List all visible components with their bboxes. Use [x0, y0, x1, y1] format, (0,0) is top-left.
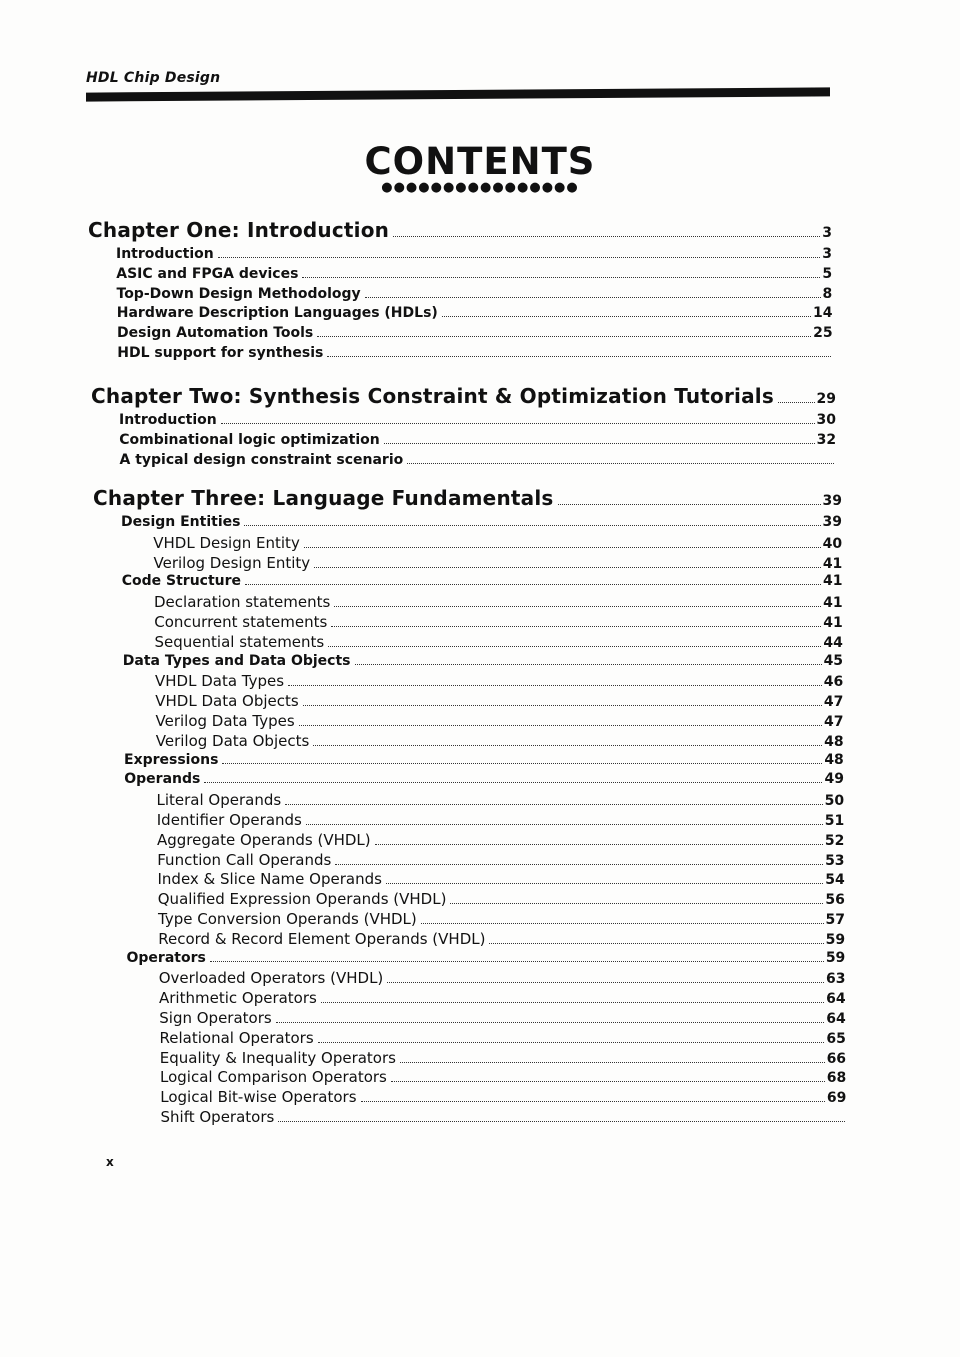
toc-subentry-label: Concurrent statements	[154, 613, 328, 631]
dot-leader	[314, 567, 821, 568]
toc-subentry-page-number: 53	[825, 852, 845, 869]
toc-subentry-page-number: 40	[822, 535, 843, 552]
running-header-title: HDL Chip Design	[86, 70, 221, 86]
toc-entry-page-number: 39	[822, 514, 842, 530]
toc-entry-page-number: 59	[825, 949, 846, 966]
toc-subentry-page-number: 63	[825, 971, 846, 988]
toc-subentry-label: Verilog Data Objects	[155, 731, 310, 750]
toc-subentry	[160, 1049, 846, 1067]
toc-entry-label: Code Structure	[121, 573, 242, 590]
toc-subentry	[157, 791, 845, 809]
toc-subentry-label: Function Call Operands	[157, 850, 332, 869]
dot-leader	[278, 1121, 844, 1122]
dot-leader	[288, 685, 822, 686]
toc-subentry	[158, 890, 845, 908]
toc-subentry-label: Literal Operands	[156, 791, 282, 810]
toc-subentry-label: Aggregate Operands (VHDL)	[157, 830, 371, 849]
toc-subentry	[161, 1108, 847, 1126]
toc-subentry-label: Relational Operators	[159, 1028, 314, 1047]
toc-subentry-label: VHDL Data Objects	[155, 692, 299, 711]
chapter-heading-label: Chapter Three: Language Fundamentals	[93, 486, 554, 510]
toc-subentry-label: Overloaded Operators (VHDL)	[158, 969, 384, 988]
toc-subentry-page-number: 59	[825, 931, 846, 948]
toc-subentry	[155, 633, 843, 651]
toc-subentry-label: Logical Bit-wise Operators	[160, 1088, 357, 1107]
toc-subentry	[159, 969, 846, 987]
toc-entry-page-number: 30	[816, 412, 836, 428]
toc-entry	[117, 305, 833, 321]
toc-subentry-page-number: 51	[824, 813, 845, 829]
dot-leader	[384, 443, 815, 444]
toc-subentry-label: Index & Slice Name Operands	[157, 870, 382, 889]
dot-leader	[318, 1042, 825, 1043]
dot-leader	[285, 804, 822, 805]
toc-subentry	[159, 989, 846, 1007]
toc-subentry-label: Equality & Inequality Operators	[159, 1048, 396, 1067]
chapter-heading	[88, 218, 832, 242]
toc-subentry-label: VHDL Design Entity	[153, 533, 300, 552]
toc-entry	[123, 653, 843, 669]
dot-leader	[327, 356, 830, 357]
chapter-heading-label: Chapter One: Introduction	[88, 218, 390, 242]
toc-subentry-label: Declaration statements	[154, 593, 331, 612]
toc-subentry	[158, 910, 845, 928]
toc-entry-page-number: 49	[824, 771, 844, 788]
toc-entry-label: Expressions	[124, 751, 219, 768]
toc-subentry-label: Shift Operators	[160, 1108, 275, 1126]
toc-entry-label: Introduction	[119, 412, 217, 428]
toc-subentry-label: Identifier Operands	[156, 811, 302, 829]
toc-entry-page-number: 5	[822, 265, 833, 282]
dot-leader	[245, 584, 821, 585]
chapter-heading	[93, 486, 842, 510]
toc-entry-page-number: 45	[823, 652, 844, 669]
dot-leader	[304, 547, 821, 548]
toc-subentry	[153, 534, 842, 552]
toc-entry-page-number: 3	[822, 246, 832, 262]
toc-subentry-label: Logical Comparison Operators	[160, 1068, 387, 1087]
toc-entry	[116, 266, 832, 282]
dot-leader	[302, 277, 820, 278]
toc-entry-label: Data Types and Data Objects	[122, 652, 351, 669]
toc-entry-label: Design Entities	[121, 514, 241, 530]
dot-leader	[393, 236, 820, 237]
toc-subentry	[157, 811, 845, 829]
dot-leader	[321, 1002, 824, 1003]
dot-leader	[391, 1081, 825, 1082]
toc-subentry-label: VHDL Data Types	[155, 672, 285, 691]
chapter-heading	[91, 384, 836, 408]
toc-subentry-label: Record & Record Element Operands (VHDL)	[158, 929, 486, 948]
toc-subentry	[158, 870, 845, 888]
dot-leader	[361, 1101, 825, 1102]
dot-leader	[328, 646, 821, 647]
dot-leader	[442, 316, 811, 317]
toc-entry-label: Operands	[124, 771, 201, 788]
dot-leader	[365, 297, 821, 298]
toc-subentry-page-number: 48	[824, 733, 844, 750]
toc-subentry	[155, 692, 843, 710]
toc-subentry-page-number: 50	[824, 793, 845, 810]
dot-leader	[204, 782, 822, 783]
toc-entry	[117, 325, 833, 341]
chapter-heading-page-number: 39	[822, 493, 842, 509]
toc-entry-label: ASIC and FPGA devices	[116, 265, 299, 282]
toc-subentry	[154, 593, 843, 611]
dot-leader	[317, 336, 811, 337]
toc-subentry	[156, 732, 844, 750]
toc-subentry-page-number: 47	[824, 714, 844, 730]
toc-subentry-label: Verilog Data Types	[155, 712, 295, 730]
dot-leader	[306, 824, 823, 825]
toc-entry	[124, 771, 844, 787]
toc-subentry-label: Arithmetic Operators	[159, 989, 317, 1008]
dot-leader	[313, 745, 822, 746]
dot-leader	[276, 1022, 825, 1023]
toc-subentry-label: Type Conversion Operands (VHDL)	[158, 910, 417, 928]
toc-subentry-page-number: 46	[823, 674, 844, 691]
toc-subentry	[158, 930, 845, 948]
chapter-heading-page-number: 3	[822, 225, 832, 241]
dot-leader	[334, 606, 821, 607]
toc-subentry-page-number: 52	[824, 832, 845, 849]
toc-subentry-page-number: 57	[825, 912, 845, 928]
toc-subentry-page-number: 41	[823, 615, 843, 631]
toc-subentry-page-number: 47	[823, 694, 844, 711]
toc-subentry-page-number: 44	[823, 634, 843, 651]
toc-entry-page-number: 48	[824, 751, 844, 768]
toc-subentry	[160, 1068, 846, 1086]
dot-leader	[335, 864, 823, 865]
dot-leader	[331, 626, 821, 627]
toc-subentry-page-number: 69	[826, 1090, 847, 1107]
dot-leader	[221, 423, 815, 424]
toc-subentry	[160, 1088, 846, 1106]
toc-subentry-page-number: 68	[826, 1070, 847, 1087]
toc-subentry	[157, 831, 844, 849]
toc-entry	[117, 345, 833, 361]
dot-leader	[387, 982, 824, 983]
toc-entry-label: Hardware Description Languages (HDLs)	[116, 305, 438, 322]
toc-entry-label: Combinational logic optimization	[119, 431, 380, 448]
dot-leader	[421, 923, 824, 924]
dot-leader	[558, 504, 821, 505]
dot-leader	[299, 725, 822, 726]
dot-leader	[218, 257, 820, 258]
toc-subentry-page-number: 41	[822, 555, 843, 572]
page-number: x	[106, 1155, 114, 1169]
toc-subentry-label: Sign Operators	[159, 1009, 272, 1027]
toc-entry-label: HDL support for synthesis	[117, 345, 324, 361]
toc-entry	[124, 752, 844, 768]
toc-subentry-page-number: 54	[825, 872, 845, 889]
toc-entry	[121, 514, 842, 530]
chapter-heading-label: Chapter Two: Synthesis Constraint & Optimization Tutorials	[91, 384, 774, 408]
toc-entry	[119, 412, 836, 428]
toc-entry-page-number: 25	[813, 325, 833, 342]
dot-leader	[778, 402, 815, 403]
dot-leader	[489, 943, 823, 944]
toc-subentry-page-number: 65	[826, 1030, 846, 1047]
toc-subentry	[159, 1009, 846, 1027]
toc-entry-label: Operators	[126, 949, 206, 966]
toc-entry	[127, 950, 846, 966]
toc-entry	[119, 432, 836, 448]
toc-subentry	[155, 672, 843, 690]
toc-subentry-page-number: 64	[826, 991, 846, 1008]
dot-leader	[303, 705, 822, 706]
dot-leader	[407, 463, 834, 464]
toc-entry-page-number: 41	[822, 573, 843, 590]
toc-entry-label: Introduction	[116, 246, 214, 262]
toc-entry-label: A typical design constraint scenario	[119, 451, 404, 468]
toc-subentry-page-number: 56	[825, 892, 845, 909]
toc-subentry-page-number: 64	[826, 1011, 846, 1027]
contents-title: CONTENTS	[364, 140, 596, 183]
toc-subentry	[154, 554, 843, 572]
contents-title-ornament: ●●●●●●●●●●●●●●●●	[381, 180, 579, 195]
toc-subentry-page-number: 66	[826, 1050, 847, 1067]
toc-entry-page-number: 32	[816, 431, 837, 448]
dot-leader	[450, 903, 823, 904]
dot-leader	[210, 961, 824, 962]
toc-subentry	[154, 613, 843, 631]
toc-subentry-page-number: 41	[823, 595, 843, 612]
dot-leader	[400, 1062, 825, 1063]
toc-entry-page-number: 8	[822, 285, 833, 302]
toc-subentry	[156, 712, 844, 730]
toc-subentry	[157, 851, 844, 869]
toc-entry-label: Design Automation Tools	[117, 325, 314, 342]
toc-subentry-label: Sequential statements	[154, 632, 325, 651]
toc-entry	[122, 573, 843, 589]
toc-entry	[116, 246, 832, 262]
dot-leader	[244, 525, 820, 526]
toc-entry-label: Top-Down Design Methodology	[116, 285, 361, 302]
dot-leader	[355, 664, 822, 665]
dot-leader	[222, 763, 822, 764]
dot-leader	[375, 844, 823, 845]
chapter-heading-page-number: 29	[816, 391, 836, 407]
dot-leader	[386, 883, 823, 884]
toc-subentry-label: Qualified Expression Operands (VHDL)	[157, 890, 447, 909]
toc-subentry-label: Verilog Design Entity	[153, 553, 311, 572]
toc-entry	[120, 452, 837, 468]
toc-entry	[117, 286, 833, 302]
toc-subentry	[160, 1029, 846, 1047]
toc-entry-page-number: 14	[812, 305, 833, 322]
